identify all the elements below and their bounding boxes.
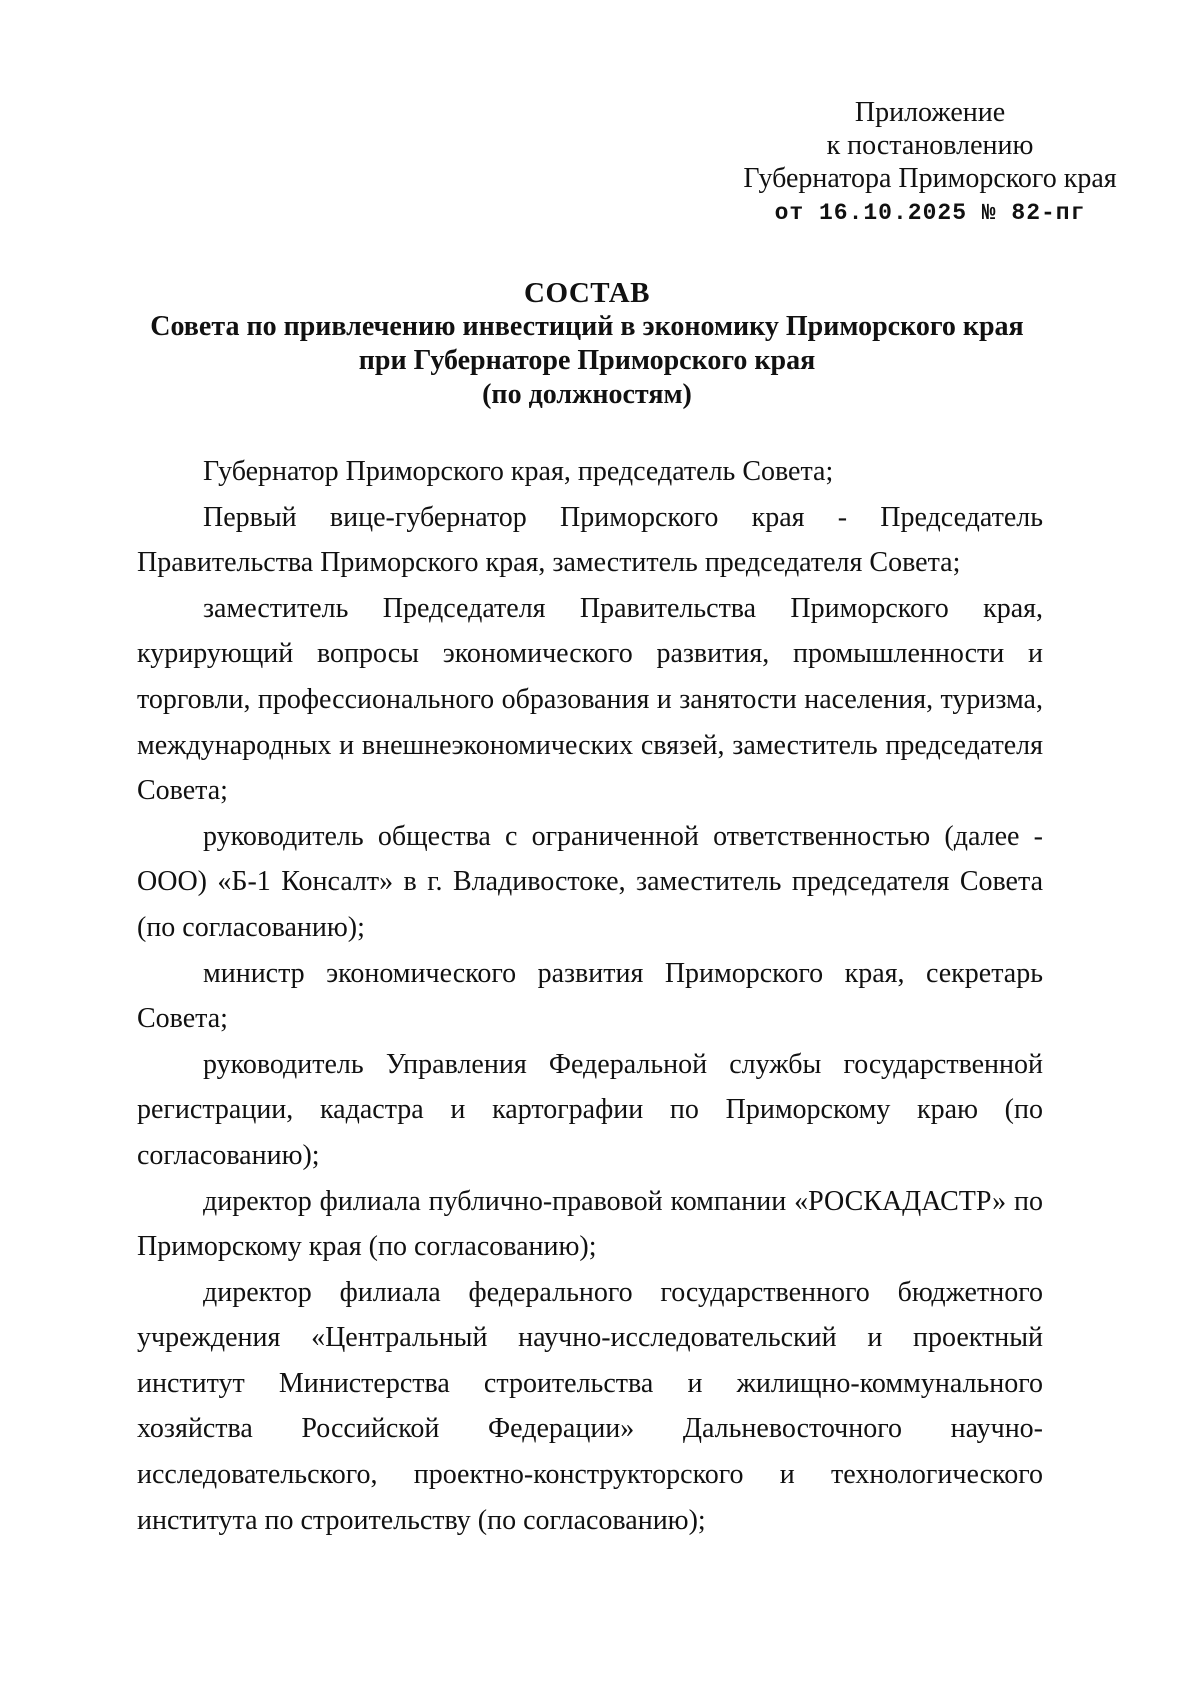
title-main: СОСТАВ: [524, 277, 650, 309]
title-note: (по должностям): [482, 379, 692, 410]
member-item-economy-minister: министр экономического развития Приморского края, секретарь Совета;: [137, 957, 1043, 1035]
document-title: [130, 276, 1044, 412]
title-governor: при Губернаторе Приморского края: [358, 345, 816, 376]
member-item-deputy-chairman: заместитель Председателя Правительства Приморского края, курирующий вопросы экономического развития, промышленности и торговли, профессионального образования и занятости населения, туризма, международных и внешнеэкономических связей, заместитель председателя Совета;: [137, 592, 1043, 807]
member-item-roskadastr: директор филиала публично-правовой компании «РОСКАДАСТР» по Приморскому края (по согласованию);: [137, 1185, 1043, 1263]
decree-date-number: от 16.10.2025 № 82-пг: [774, 200, 1086, 226]
member-item-research-institute: директор филиала федерального государственного бюджетного учреждения «Центральный научно-исследовательский и проектный институт Министерства строительства и жилищно-коммунального хозяйства Российской Федерации» Дальневосточного научно-исследовательского, проектно-конструкторского и технологического института по строительству (по согласованию);: [137, 1276, 1043, 1536]
member-item-governor: Губернатор Приморского края, председатель Совета;: [203, 456, 834, 487]
member-item-b1-consult: руководитель общества с ограниченной ответственностью (далее - ООО) «Б-1 Консалт» в г. Владивостоке, заместитель председателя Совета (по согласованию);: [137, 820, 1043, 943]
member-item-first-vice-governor: Первый вице-губернатор Приморского края - Председатель Правительства Приморского края, заместитель председателя Совета;: [137, 501, 1043, 579]
title-council: Совета по привлечению инвестиций в экономику Приморского края: [150, 311, 1024, 342]
appendix-header: [680, 96, 1180, 230]
appendix-label: Приложение: [854, 97, 1006, 128]
appendix-reference: к постановлению: [826, 130, 1034, 161]
appendix-issuer: Губернатора Приморского края: [743, 163, 1117, 194]
member-item-rosreestr: руководитель Управления Федеральной службы государственной регистрации, кадастра и картографии по Приморскому краю (по согласованию);: [137, 1048, 1043, 1171]
council-members-list: [137, 449, 1043, 1543]
